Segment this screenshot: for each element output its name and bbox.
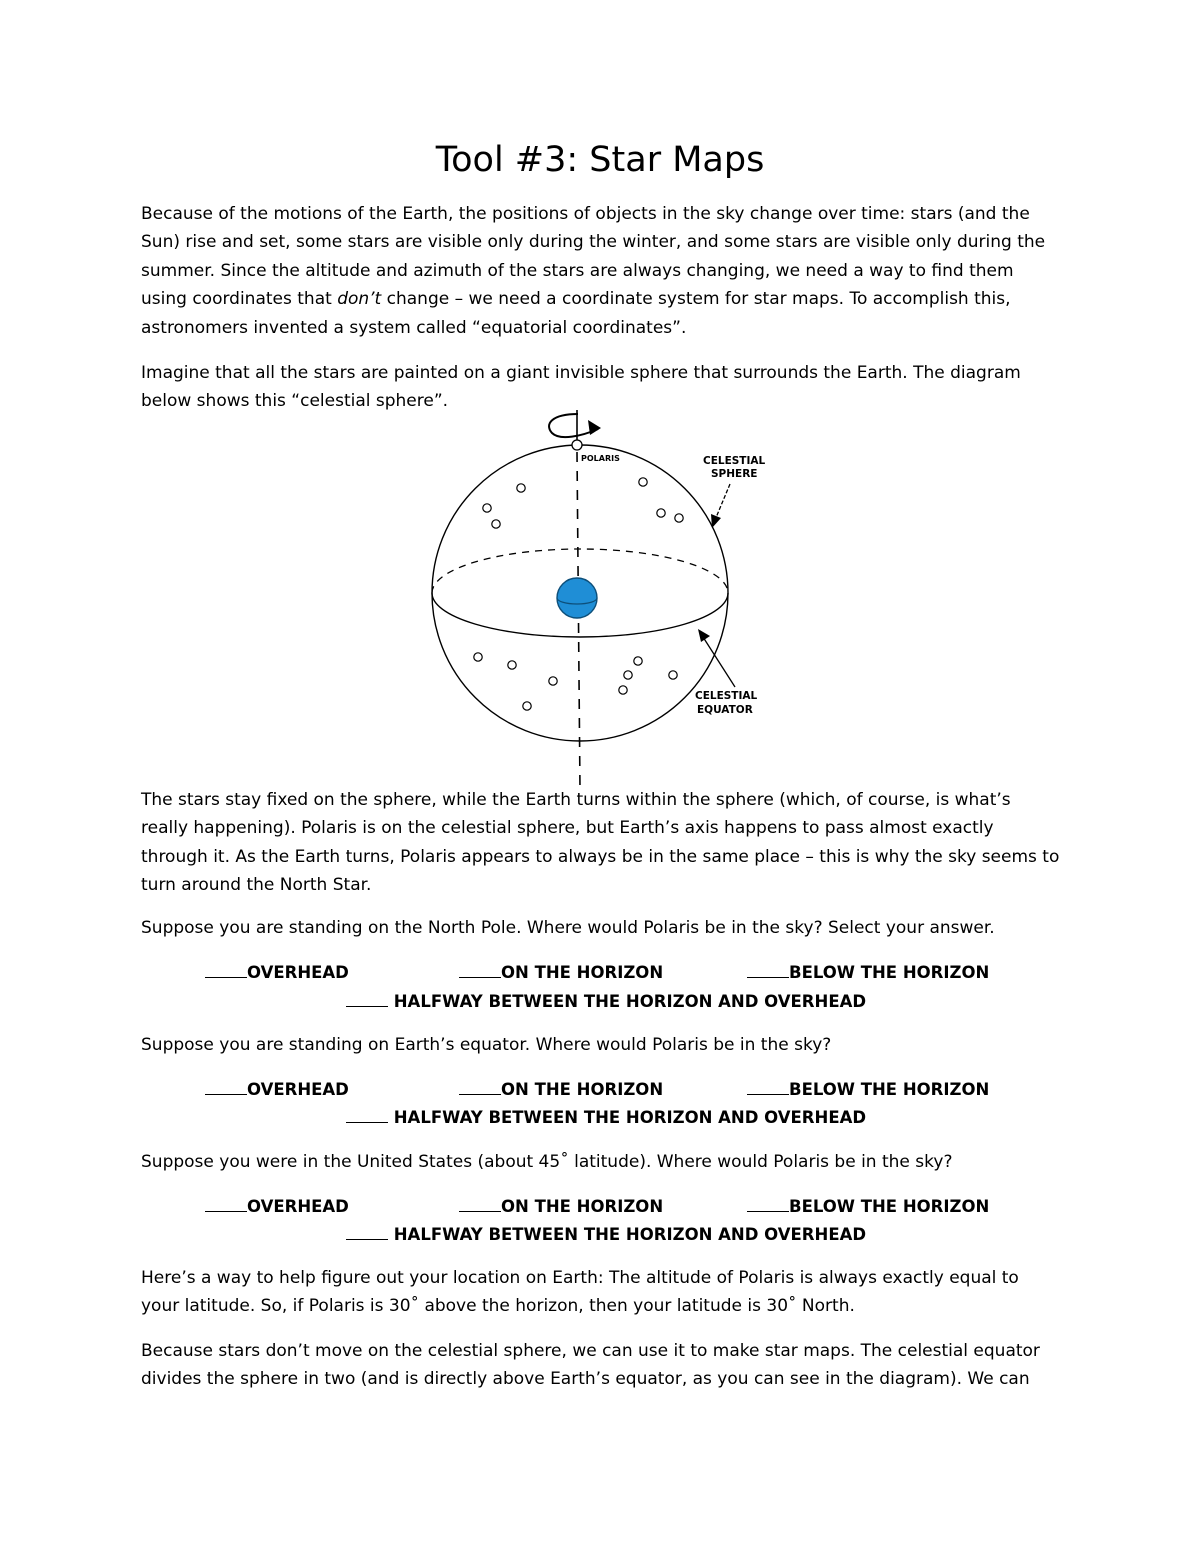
answer-blank[interactable] bbox=[747, 1195, 789, 1212]
sphere-label-arrow bbox=[715, 484, 730, 520]
answer-blank[interactable] bbox=[346, 990, 388, 1007]
answer-blank[interactable] bbox=[205, 1195, 247, 1212]
question-1-text: Suppose you are standing on the North Pole. Where would Polaris be in the sky? Select your answer. bbox=[141, 918, 995, 938]
q2-option-horizon[interactable]: ON THE HORIZON bbox=[459, 1078, 663, 1101]
star-icon bbox=[483, 504, 491, 512]
question-2-text: Suppose you are standing on Earth’s equator. Where would Polaris be in the sky? bbox=[141, 1035, 832, 1055]
polaris-label: POLARIS bbox=[581, 454, 620, 463]
intro-emphasis: don’t bbox=[337, 289, 382, 310]
star-icon bbox=[508, 661, 516, 669]
equator-label-line1: CELESTIAL bbox=[695, 690, 758, 702]
star-icon bbox=[675, 514, 683, 522]
equator-paragraph: Because stars don’t move on the celestial sphere, we can use it to make star maps. The celestial equator divides the sphere in two (and is directly above Earth’s equator, as you can see in the diagram). We can bbox=[141, 1341, 1040, 1390]
answer-blank[interactable] bbox=[205, 961, 247, 978]
sphere-intro-paragraph: Imagine that all the stars are painted on a giant invisible sphere that surrounds the Earth. The diagram below shows this “celestial sphere”. bbox=[141, 363, 1021, 412]
q1-option-horizon[interactable]: ON THE HORIZON bbox=[459, 961, 663, 984]
star-icon bbox=[624, 671, 632, 679]
star-icon bbox=[474, 653, 482, 661]
equator-label-line2: EQUATOR bbox=[697, 704, 753, 716]
q1-option-halfway[interactable]: HALFWAY BETWEEN THE HORIZON AND OVERHEAD bbox=[346, 990, 866, 1013]
star-icon bbox=[657, 509, 665, 517]
star-icon bbox=[669, 671, 677, 679]
star-icon bbox=[619, 686, 627, 694]
earth-icon bbox=[557, 578, 597, 618]
q2-option-halfway[interactable]: HALFWAY BETWEEN THE HORIZON AND OVERHEAD bbox=[346, 1106, 866, 1129]
star-icon bbox=[523, 702, 531, 710]
q2-option-overhead[interactable]: OVERHEAD bbox=[205, 1078, 349, 1101]
star-icon bbox=[549, 677, 557, 685]
answer-blank[interactable] bbox=[459, 961, 501, 978]
q1-option-overhead[interactable]: OVERHEAD bbox=[205, 961, 349, 984]
star-group-upper bbox=[483, 478, 683, 528]
q3-option-overhead[interactable]: OVERHEAD bbox=[205, 1195, 349, 1218]
star-group-lower bbox=[474, 653, 677, 710]
intro-text-part2: change – we need a coordinate system for star maps. To accomplish this, astronomers invented a system called “equatorial coordinates”. bbox=[141, 289, 1011, 338]
polaris-star-icon bbox=[572, 440, 582, 450]
q1-option-below[interactable]: BELOW THE HORIZON bbox=[747, 961, 989, 984]
question-3-text: Suppose you were in the United States (about 45˚ latitude). Where would Polaris be in the sky? bbox=[141, 1152, 953, 1172]
answer-blank[interactable] bbox=[205, 1078, 247, 1095]
star-icon bbox=[492, 520, 500, 528]
earth-axis bbox=[577, 452, 580, 790]
latitude-tip-paragraph: Here’s a way to help figure out your location on Earth: The altitude of Polaris is always exactly equal to your latitude. So, if Polaris is 30˚ above the horizon, then your latitude is 30˚ North. bbox=[141, 1268, 1019, 1317]
star-icon bbox=[517, 484, 525, 492]
answer-blank[interactable] bbox=[459, 1195, 501, 1212]
q3-option-halfway[interactable]: HALFWAY BETWEEN THE HORIZON AND OVERHEAD bbox=[346, 1223, 866, 1246]
q2-option-below[interactable]: BELOW THE HORIZON bbox=[747, 1078, 989, 1101]
page-title: Tool #3: Star Maps bbox=[435, 140, 765, 180]
sphere-label-line1: CELESTIAL bbox=[703, 455, 766, 467]
sphere-label-line2: SPHERE bbox=[711, 468, 758, 480]
celestial-sphere-diagram bbox=[420, 400, 780, 792]
stars-fixed-paragraph: The stars stay fixed on the sphere, while the Earth turns within the sphere (which, of course, is what’s really happening). Polaris is on the celestial sphere, but Earth’s axis happens to pass almost exactly through it. As the Earth turns, Polaris appears to always be in the same place – this is why the sky seems to turn around the North Star. bbox=[141, 790, 1060, 896]
intro-paragraph bbox=[141, 200, 1061, 342]
q3-option-below[interactable]: BELOW THE HORIZON bbox=[747, 1195, 989, 1218]
answer-blank[interactable] bbox=[747, 961, 789, 978]
answer-blank[interactable] bbox=[346, 1106, 388, 1123]
star-icon bbox=[639, 478, 647, 486]
answer-blank[interactable] bbox=[747, 1078, 789, 1095]
q3-option-horizon[interactable]: ON THE HORIZON bbox=[459, 1195, 663, 1218]
answer-blank[interactable] bbox=[346, 1223, 388, 1240]
intro-text-part1: Because of the motions of the Earth, the positions of objects in the sky change over time: stars (and the Sun) rise and set, some stars are visible only during the winter, and some stars are visible only during the summer. Since the altitude and azimuth of the stars are always changing, we need a way to find them using coordinates that bbox=[141, 204, 1046, 310]
answer-blank[interactable] bbox=[459, 1078, 501, 1095]
star-icon bbox=[634, 657, 642, 665]
